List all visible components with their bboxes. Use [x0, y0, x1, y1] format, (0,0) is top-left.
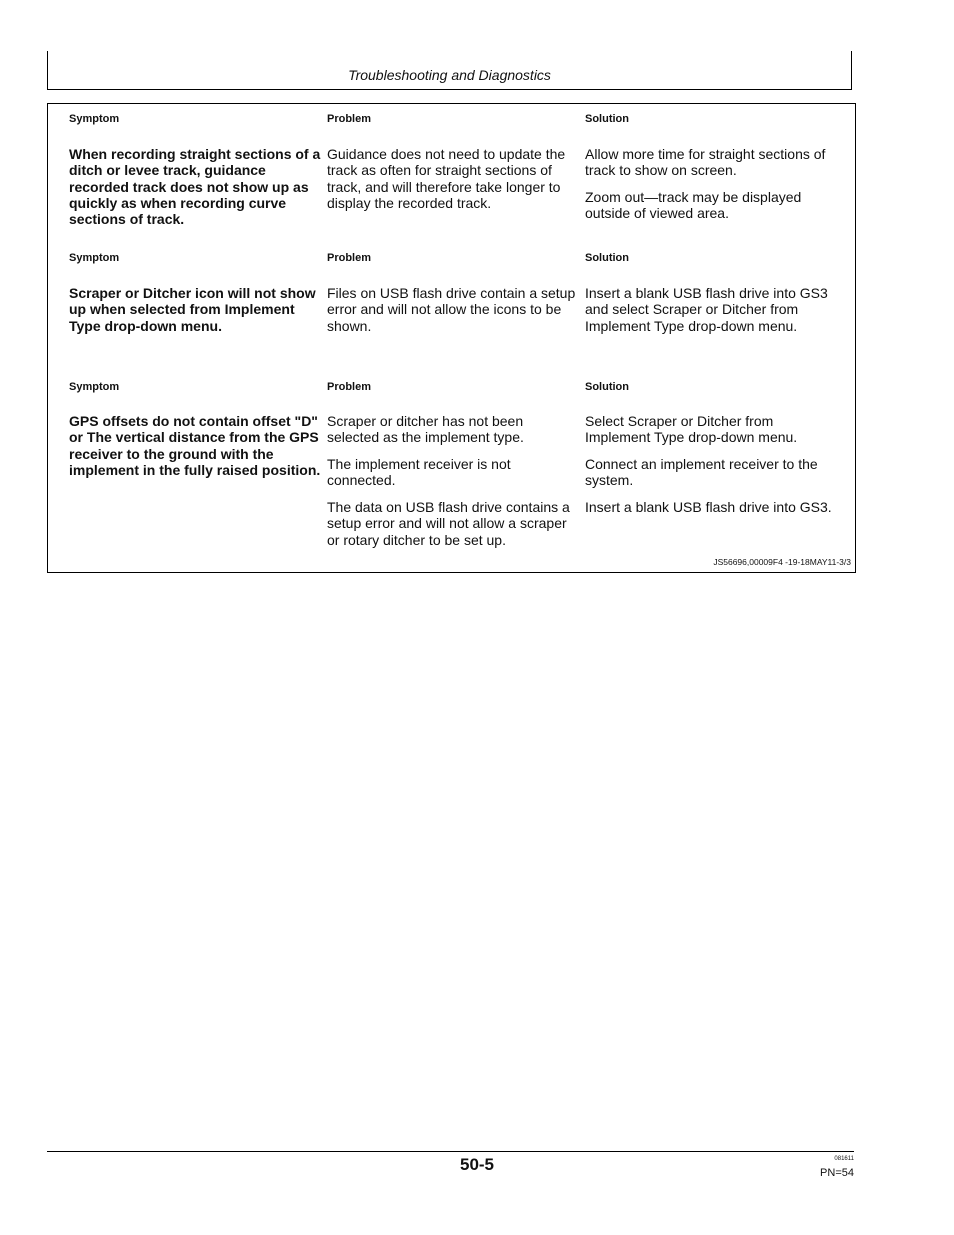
problem-label: Problem	[327, 252, 372, 264]
problem-label: Problem	[327, 113, 372, 125]
problem-label: Problem	[327, 381, 372, 393]
footer-rule	[47, 1151, 854, 1152]
problem-text: Scraper or ditcher has not been selected as the implement type.	[327, 413, 524, 446]
problem-text: The data on USB flash drive contains a setup error and will not allow a scraper or rotary ditcher to be set up.	[327, 499, 570, 548]
solution-label: Solution	[585, 381, 629, 393]
troubleshooting-table	[47, 103, 856, 573]
reference-code: JS56696,00009F4 -19-18MAY11-3/3	[713, 557, 851, 567]
solution-label: Solution	[585, 252, 629, 264]
solution-label: Solution	[585, 113, 629, 125]
header-title: Troubleshooting and Diagnostics	[348, 67, 551, 83]
symptom-text: Scraper or Ditcher icon will not show up when selected from Implement Type drop-down menu.	[69, 285, 316, 334]
solution-text: Insert a blank USB flash drive into GS3 and select Scraper or Ditcher from Implement Type drop-down menu.	[585, 285, 828, 334]
symptom-label: Symptom	[69, 113, 120, 125]
symptom-text: GPS offsets do not contain offset "D" or The vertical distance from the GPS receiver to the ground with the implement in the fully raised position.	[69, 413, 321, 478]
solution-text: Select Scraper or Ditcher from Implement Type drop-down menu.	[585, 413, 798, 446]
solution-text: Allow more time for straight sections of track to show on screen.	[585, 146, 826, 179]
solution-text: Insert a blank USB flash drive into GS3.	[585, 499, 832, 515]
problem-text: Guidance does not need to update the track as often for straight sections of track, and will therefore take longer to display the recorded track.	[327, 146, 566, 211]
solution-text: Zoom out—track may be displayed outside of viewed area.	[585, 189, 802, 222]
page-number: 50-5	[459, 1155, 495, 1174]
running-header	[47, 51, 852, 90]
problem-text: The implement receiver is not connected.	[327, 456, 511, 489]
symptom-text: When recording straight sections of a ditch or levee track, guidance recorded track does not show up as quickly as when recording curve sections of track.	[69, 146, 321, 228]
date-code: 081611	[834, 1156, 854, 1162]
pn-number: PN=54	[820, 1167, 854, 1179]
solution-text: Connect an implement receiver to the system.	[585, 456, 818, 489]
symptom-label: Symptom	[69, 252, 120, 264]
problem-text: Files on USB flash drive contain a setup error and will not allow the icons to be shown.	[327, 285, 576, 334]
symptom-label: Symptom	[69, 381, 120, 393]
